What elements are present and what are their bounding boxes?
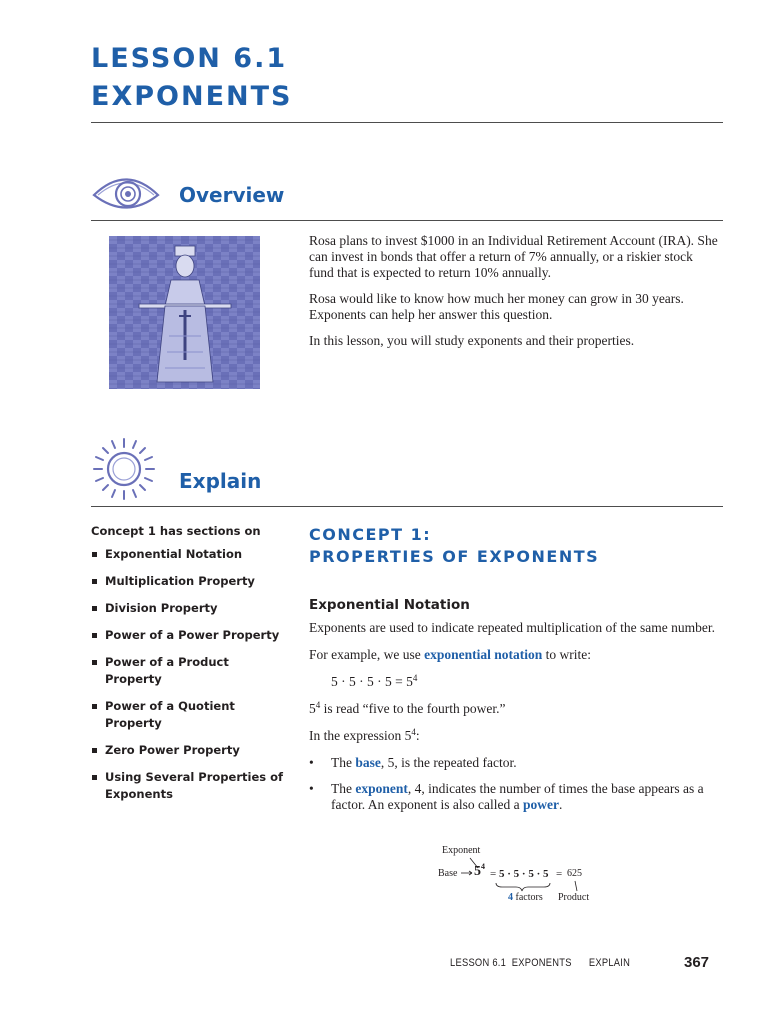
concept-body xyxy=(309,620,719,823)
page-footer: LESSON 6.1 EXPONENTS EXPLAIN xyxy=(450,957,631,969)
explain-rule xyxy=(91,506,723,507)
overview-paragraph: In this lesson, you will study exponents and their properties. xyxy=(309,333,635,348)
paragraph: In the expression $5^4$: xyxy=(309,727,420,743)
pharaoh-illustration xyxy=(109,236,260,389)
page-number: 367 xyxy=(684,954,710,971)
sidebar-item: Division Property xyxy=(91,600,291,617)
title-rule xyxy=(91,122,723,123)
exponent-diagram xyxy=(430,843,610,907)
lesson-number: LESSON 6.1 xyxy=(91,43,288,74)
diagram-equals: = xyxy=(490,868,497,880)
overview-title: Overview xyxy=(179,183,285,207)
term-exponent: exponent xyxy=(355,781,408,796)
lesson-name: EXPONENTS xyxy=(91,81,293,112)
paragraph: $5^4$ is read “five to the fourth power.” xyxy=(309,700,506,716)
diagram-equals: = xyxy=(556,868,563,880)
concept-title-line: CONCEPT 1: xyxy=(309,525,432,544)
sidebar-heading: Concept 1 has sections on xyxy=(91,524,261,538)
sidebar-item: Multiplication Property xyxy=(91,573,291,590)
concept-sidebar xyxy=(91,522,291,813)
overview-text xyxy=(309,233,719,359)
paragraph: Exponents are used to indicate repeated multiplication of the same number. xyxy=(309,620,715,635)
overview-paragraph: Rosa would like to know how much her money can grow in 30 years. Exponents can help her answer this question. xyxy=(309,291,684,322)
diagram-base: $5^4$ xyxy=(474,862,485,879)
sidebar-item: Power of a Product Property xyxy=(91,654,241,688)
sun-icon xyxy=(92,437,156,501)
explain-title: Explain xyxy=(179,469,262,493)
bullet-item: • The base, 5, is the repeated factor. xyxy=(309,755,719,771)
concept-title xyxy=(309,524,599,568)
term-base: base xyxy=(355,755,381,770)
overview-rule xyxy=(91,220,723,221)
base-label: Base xyxy=(438,868,458,879)
concept-title-line: PROPERTIES OF EXPONENTS xyxy=(309,547,600,566)
sidebar-item: Power of a Power Property xyxy=(91,627,291,644)
section-subhead: Exponential Notation xyxy=(309,597,470,613)
sidebar-item: Exponential Notation xyxy=(91,546,291,563)
exponent-label: Exponent xyxy=(442,845,481,856)
term-power: power xyxy=(522,797,559,812)
paragraph: For example, we use exponential notation to write: xyxy=(309,647,591,662)
bullet-item: • The exponent, 4, indicates the number of times the base appears as a factor. An exponent is also called a power. xyxy=(309,781,719,813)
diagram-factors: 5 · 5 · 5 · 5 xyxy=(499,868,549,880)
sidebar-item: Using Several Properties of Exponents xyxy=(91,769,291,803)
diagram-product: 625 xyxy=(567,868,582,879)
sidebar-list xyxy=(91,546,291,803)
eye-icon xyxy=(90,168,162,218)
lesson-title xyxy=(91,40,293,116)
product-label: Product xyxy=(558,892,590,903)
factors-caption: 4 factors xyxy=(508,892,543,903)
term-exponential-notation: exponential notation xyxy=(424,647,543,662)
example-equation: $5 \cdot 5 \cdot 5 \cdot 5 = 5^4$ xyxy=(331,673,418,689)
sidebar-item: Power of a Quotient Property xyxy=(91,698,251,732)
sidebar-item: Zero Power Property xyxy=(91,742,291,759)
overview-paragraph: Rosa plans to invest $1000 in an Individual Retirement Account (IRA). She can invest in bonds that offer a return of 7% annually, or a riskier stock fund that is expected to return 10% annually. xyxy=(309,233,718,280)
